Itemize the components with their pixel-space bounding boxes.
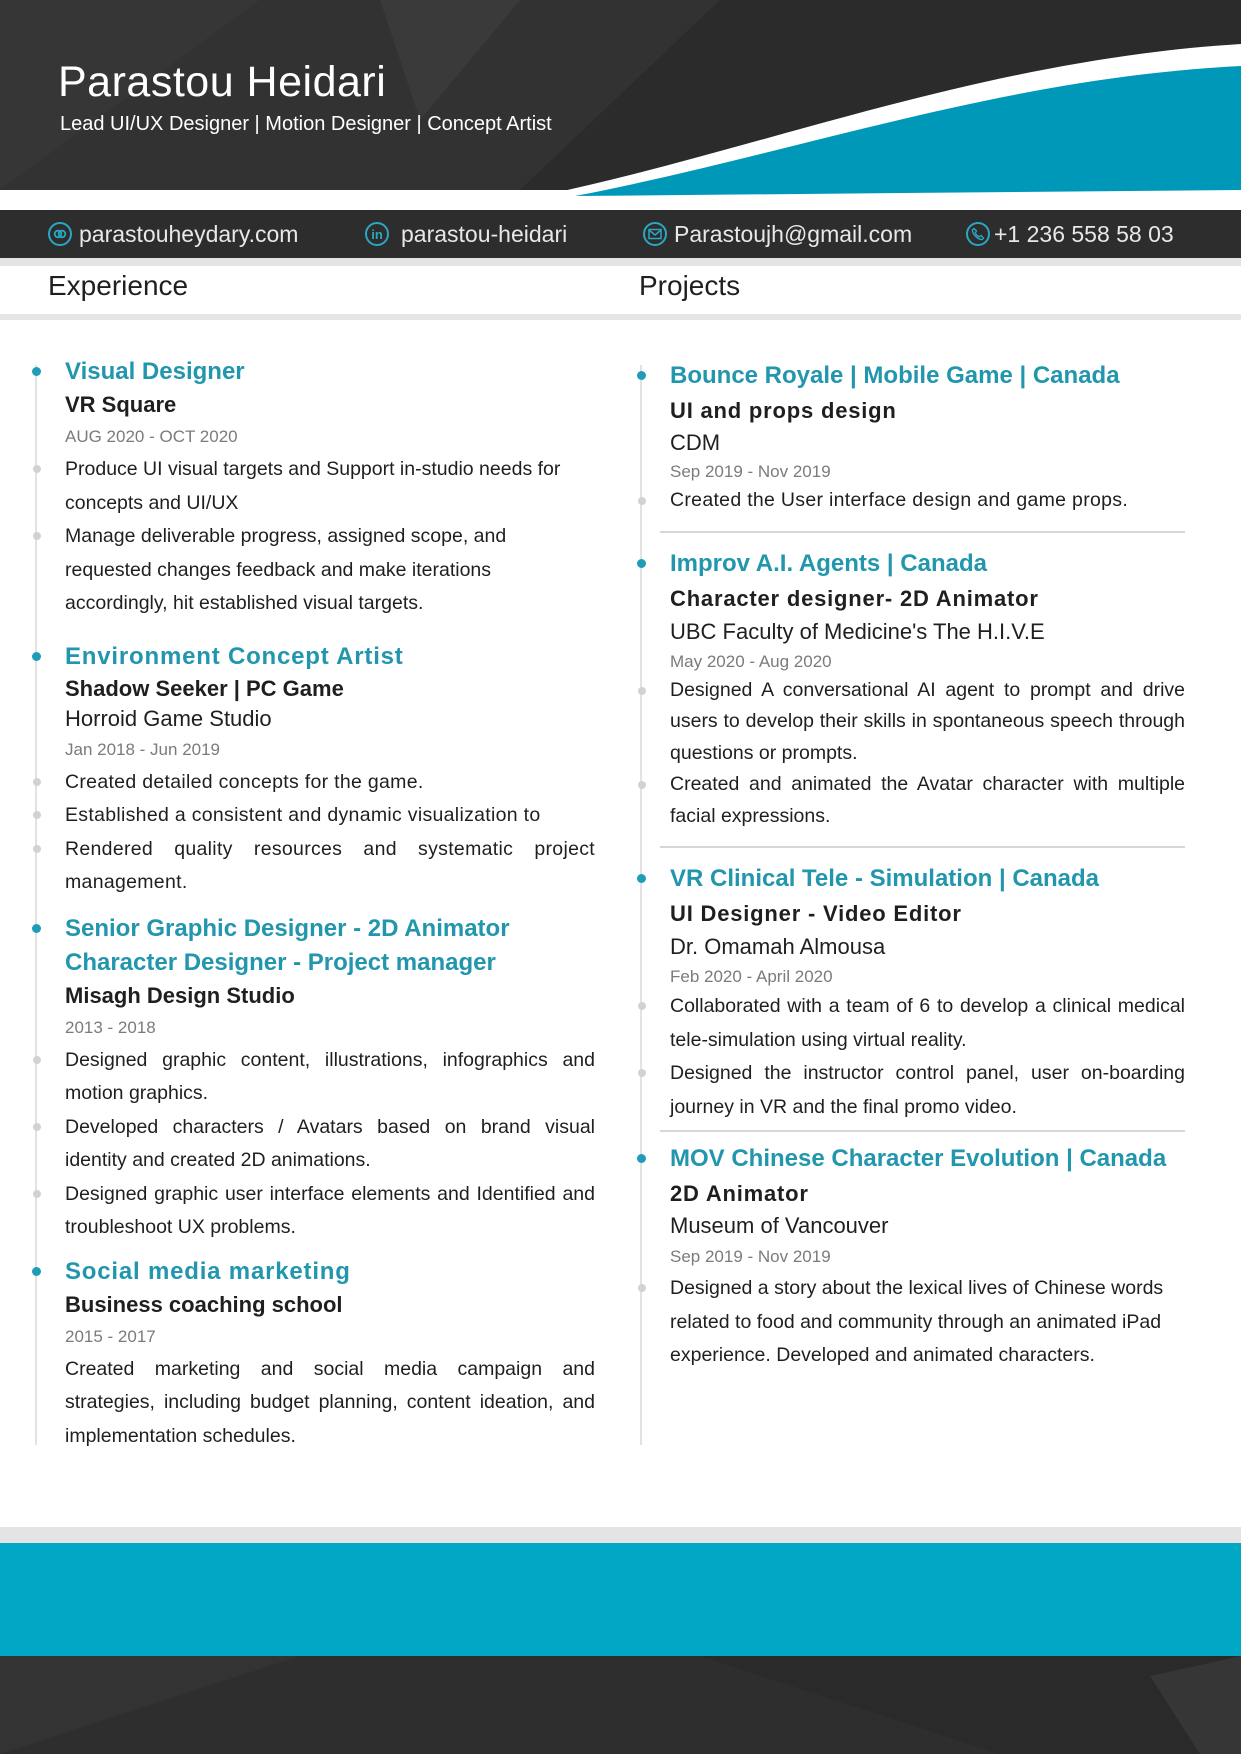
bullet-item: Created detailed concepts for the game. xyxy=(65,766,595,800)
timeline-dot xyxy=(32,652,41,661)
phone-icon xyxy=(966,222,990,246)
projects-column xyxy=(635,350,1185,1430)
bullet-dot xyxy=(33,1056,41,1064)
linkedin-text[interactable]: parastou-heidari xyxy=(401,220,568,247)
mail-icon xyxy=(643,222,667,246)
contact-bar xyxy=(0,210,1241,266)
footer-accent-band xyxy=(0,1543,1241,1656)
candidate-name: Parastou Heidari xyxy=(58,58,387,106)
date-range: Jan 2018 - Jun 2019 xyxy=(65,739,221,759)
company-name: VR Square xyxy=(65,392,177,417)
section-divider xyxy=(0,314,1241,320)
project-role: 2D Animator xyxy=(670,1181,809,1206)
bullet-item: Designed graphic content, illustrations, infographics and motion graphics. xyxy=(65,1044,595,1111)
project-separator xyxy=(660,846,1185,848)
project-separator xyxy=(660,531,1185,533)
organization-name: UBC Faculty of Medicine's The H.I.V.E xyxy=(670,618,1045,644)
bullet-dot xyxy=(33,778,41,786)
project-item xyxy=(635,359,1185,517)
date-range: Sep 2019 - Nov 2019 xyxy=(670,1247,831,1266)
website-text[interactable]: parastouheydary.com xyxy=(79,220,299,247)
bullet-item: Created marketing and social media campaign and strategies, including budget planning, content ideation, and implementation schedules. xyxy=(65,1357,595,1447)
project-item xyxy=(635,862,1185,1124)
bullet-item: Produce UI visual targets and Support in-studio needs for concepts and UI/UX xyxy=(65,453,595,520)
bullet-dot xyxy=(33,532,41,540)
bullet-dot xyxy=(638,1284,646,1292)
timeline-dot xyxy=(637,371,646,380)
date-range: Feb 2020 - April 2020 xyxy=(670,967,833,986)
experience-column xyxy=(30,350,595,1447)
bullet-item: Designed A conversational AI agent to prompt and drive users to develop their skills in spontaneous speech through questions or prompts. xyxy=(670,675,1185,770)
date-range: 2013 - 2018 xyxy=(65,1017,156,1037)
project-separator xyxy=(660,1130,1185,1132)
timeline-dot xyxy=(637,874,646,883)
resume-header xyxy=(0,0,1241,210)
contact-phone[interactable] xyxy=(966,210,1174,258)
phone-text[interactable]: +1 236 558 58 03 xyxy=(994,220,1174,247)
date-range: 2015 - 2017 xyxy=(65,1326,156,1346)
footer-background xyxy=(0,1656,1241,1754)
project-item xyxy=(635,1142,1185,1373)
experience-item xyxy=(30,1255,595,1454)
project-title: MOV Chinese Character Evolution | Canada xyxy=(670,1145,1167,1172)
bullet-dot xyxy=(638,1002,646,1010)
date-range: AUG 2020 - OCT 2020 xyxy=(65,427,238,446)
bullet-dot xyxy=(638,1069,646,1077)
bullet-dot xyxy=(638,497,646,505)
contact-website[interactable] xyxy=(48,210,298,258)
timeline-dot xyxy=(32,1267,41,1276)
bullet-item: Created and animated the Avatar character with multiple facial expressions. xyxy=(670,769,1185,832)
role-title: Visual Designer xyxy=(65,358,245,385)
project-role: UI Designer - Video Editor xyxy=(670,901,962,926)
timeline-dot xyxy=(637,1154,646,1163)
bullet-dot xyxy=(638,687,646,695)
experience-item xyxy=(30,355,595,621)
date-range: May 2020 - Aug 2020 xyxy=(670,651,832,671)
contact-linkedin[interactable] xyxy=(365,210,567,258)
organization-name: Museum of Vancouver xyxy=(670,1213,889,1238)
bullet-item: Manage deliverable progress, assigned scope, and requested changes feedback and make iterations accordingly, hit established visual targets. xyxy=(65,520,595,621)
bullet-dot xyxy=(33,811,41,819)
footer-divider xyxy=(0,1527,1241,1543)
bullet-item: Developed characters / Avatars based on brand visual identity and created 2D animations. xyxy=(65,1111,595,1178)
project-item xyxy=(635,547,1185,833)
bullet-dot xyxy=(33,465,41,473)
experience-item xyxy=(30,912,595,1245)
bullet-item: Designed the instructor control panel, user on-boarding journey in VR and the final promo video. xyxy=(670,1057,1185,1124)
project-role: Character designer- 2D Animator xyxy=(670,585,1039,611)
bullet-item: Collaborated with a team of 6 to develop a clinical medical tele-simulation using virtual reality. xyxy=(670,990,1185,1057)
bullet-dot xyxy=(33,1190,41,1198)
project-title: VR Clinical Tele - Simulation | Canada xyxy=(670,865,1100,892)
timeline-dot xyxy=(32,924,41,933)
timeline-dot xyxy=(637,559,646,568)
timeline-dot xyxy=(32,367,41,376)
bullet-item: Rendered quality resources and systematic project management. xyxy=(65,833,595,900)
organization-name: Dr. Omamah Almousa xyxy=(670,934,886,959)
contact-email[interactable] xyxy=(643,210,912,258)
company-name: Shadow Seeker | PC Game xyxy=(65,675,344,701)
company-name: Business coaching school xyxy=(65,1291,343,1317)
role-title: Environment Concept Artist xyxy=(65,642,404,670)
role-title: Senior Graphic Designer - 2D Animator Character Designer - Project manager xyxy=(65,914,510,976)
bullet-dot xyxy=(33,1123,41,1131)
company-name: Misagh Design Studio xyxy=(65,982,295,1008)
bullet-dot xyxy=(638,781,646,789)
organization-name: Horroid Game Studio xyxy=(65,705,272,731)
bullet-dot xyxy=(33,845,41,853)
organization-name: CDM xyxy=(670,430,721,455)
linkedin-icon: in xyxy=(365,222,389,246)
project-title: Bounce Royale | Mobile Game | Canada xyxy=(670,362,1120,389)
bullet-item: Established a consistent and dynamic visualization to xyxy=(65,799,595,833)
project-title: Improv A.I. Agents | Canada xyxy=(670,549,987,577)
project-role: UI and props design xyxy=(670,398,897,423)
projects-heading: Projects xyxy=(639,270,741,301)
bullet-item: Created the User interface design and game props. xyxy=(670,485,1185,517)
bullet-item: Designed a story about the lexical lives of Chinese words related to food and community through an animated iPad experience. Developed and animated characters. xyxy=(670,1272,1185,1373)
experience-item xyxy=(30,640,595,900)
experience-heading: Experience xyxy=(48,270,189,301)
role-title: Social media marketing xyxy=(65,1257,351,1285)
email-text[interactable]: Parastoujh@gmail.com xyxy=(674,220,913,247)
date-range: Sep 2019 - Nov 2019 xyxy=(670,462,831,481)
bullet-item: Designed graphic user interface elements and Identified and troubleshoot UX problems. xyxy=(65,1178,595,1245)
candidate-subtitle: Lead UI/UX Designer | Motion Designer | Concept Artist xyxy=(60,113,552,135)
link-icon xyxy=(48,222,72,246)
